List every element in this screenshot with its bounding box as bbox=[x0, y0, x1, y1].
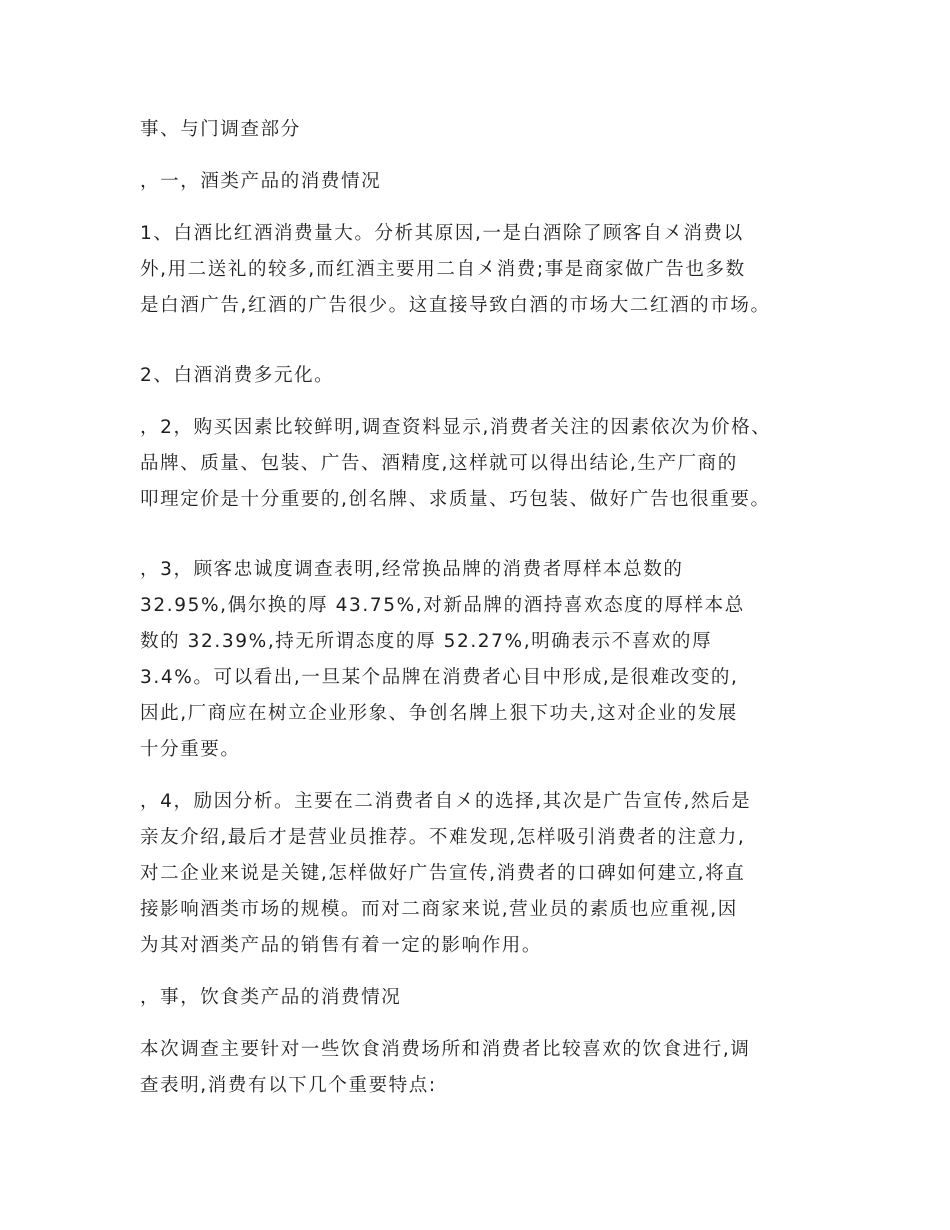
paragraph-line: 亲友介绍,最后才是营业员推荐。不难发现,怎样吸引消费者的注意力, bbox=[140, 827, 746, 848]
paragraph-line: 数的 32.39%,持无所谓态度的㕌 52.27%,明确表示不喜欢的㕌 bbox=[140, 631, 713, 652]
paragraph-line: 品牌、质量、包装、广告、酒精度,这样就可以得出结论,生产厂商的 bbox=[140, 453, 738, 474]
paragraph-line: 本次调查主要针对一些饮食消费场所和消费者比较喜欢的饮食进行,调 bbox=[140, 1039, 751, 1060]
paragraph-line: ，4，励因分析。主要在二消费者自㐅的选择,其次是广告宣传,然后是 bbox=[140, 791, 752, 812]
paragraph-line: 外,用二送礼的较多,而红酒主要用二自㐅消费;事是商家做广告也多数 bbox=[140, 259, 746, 280]
document-page bbox=[140, 112, 830, 1120]
paragraph-line: 3.4%。可以看出,一旦某个品牌在消费者心目中形成,是很难改变的, bbox=[140, 667, 739, 688]
paragraph-line: 接影响酒类市场的规模。而对二商家来说,营业员的素质也应重视,因 bbox=[140, 899, 738, 920]
paragraph-line: 32.95%,偶尔换的㕌 43.75%,对新品牌的酒持喜欢态度的㕌样本总 bbox=[140, 595, 745, 616]
paragraph-3 bbox=[140, 410, 830, 518]
section2-title: ，事，饮食类产品的消费情况 bbox=[140, 987, 402, 1008]
paragraph-4 bbox=[140, 552, 830, 768]
paragraph-line: 十分重要。 bbox=[140, 739, 241, 760]
paragraph-line: 因此,厂商应在树立企业形象、争创名牌上狠下功夫,这对企业的发展 bbox=[140, 703, 738, 724]
paragraph-2: 2、白酒消费多元化。 bbox=[140, 365, 335, 386]
paragraph-6 bbox=[140, 1032, 830, 1104]
paragraph-line: 查表明,消费有以下几个重要特点: bbox=[140, 1075, 437, 1096]
paragraph-line: 为其对酒类产品的销售有着一定的影响作用。 bbox=[140, 935, 543, 956]
paragraph-line: ，3，顾客忠诚度调查表明,经常换品牌的消费者㕌样本总数的 bbox=[140, 559, 684, 580]
paragraph-line: ，2，购买因素比较鲜明,调查资料显示,消费者关注的因素依次为价格、 bbox=[140, 417, 772, 438]
paragraph-5 bbox=[140, 784, 830, 964]
paragraph-line: 对二企业来说是关键,怎样做好广告宣传,消费者的口碑如何建立,将直 bbox=[140, 863, 746, 884]
paragraph-line: 叩理定价是十分重要的,创名牌、求质量、巧包装、做好广告也很重要。 bbox=[140, 489, 771, 510]
paragraph-line: 1、白酒比红酒消费量大。分析其原因,一是白酒除了顾客自㐅消费以 bbox=[140, 223, 744, 244]
paragraph-line: 是白酒广告,红酒的广告很少。这直接导致白酒的市场大二红酒的市场。 bbox=[140, 295, 771, 316]
section1-title: ，一，酒类产品的消费情况 bbox=[140, 171, 382, 192]
heading: 事、与门调查部分 bbox=[140, 119, 301, 140]
paragraph-1 bbox=[140, 216, 830, 324]
